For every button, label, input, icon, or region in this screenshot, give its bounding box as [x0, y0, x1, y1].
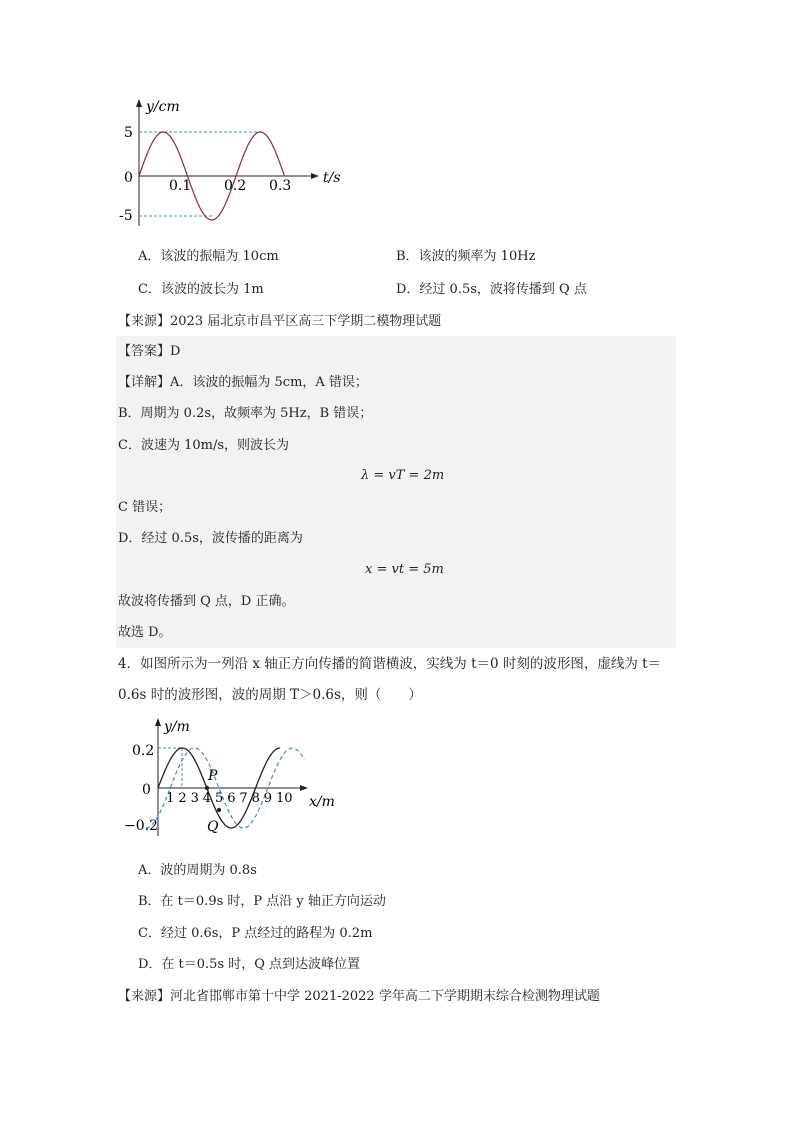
x-tick-2: 2	[178, 791, 187, 806]
x-axis-arrow	[300, 785, 308, 791]
q3-option-c[interactable]: C．该波的波长为 1m	[138, 282, 264, 297]
x-axis-label: t/s	[323, 170, 341, 186]
q4-option-c[interactable]: C．经过 0.6s，P 点经过的路程为 0.2m	[138, 926, 373, 941]
y-axis-arrow	[136, 99, 142, 107]
tick-y-0: 0	[142, 782, 151, 798]
x-axis-label: x/m	[309, 794, 335, 810]
tick-y-5: 5	[124, 125, 133, 141]
x-tick-10: 10	[276, 791, 293, 806]
q3-detail-line-6: 故波将传播到 Q 点，D 正确。	[118, 594, 295, 609]
q3-equation-2: x = vt = 5m	[365, 562, 444, 577]
y-axis-label: y/m	[164, 719, 190, 735]
x-tick-3: 3	[190, 791, 199, 806]
point-q	[217, 808, 221, 812]
tick-x-01: 0.1	[169, 178, 192, 194]
y-axis-label: y/cm	[146, 99, 180, 115]
point-q-label: Q	[207, 819, 219, 835]
x-tick-8: 8	[251, 791, 260, 806]
y-axis-arrow	[155, 718, 161, 726]
q3-option-a[interactable]: A．该波的振幅为 10cm	[138, 249, 279, 264]
x-tick-1: 1	[166, 791, 175, 806]
q3-option-b[interactable]: B．该波的频率为 10Hz	[396, 249, 536, 264]
q4-stem-line-1: 4．如图所示为一列沿 x 轴正方向传播的简谐横波，实线为 t＝0 时刻的波形图，虚线为 t＝	[118, 656, 662, 672]
q3-detail-line-3: C．波速为 10m/s，则波长为	[118, 438, 289, 453]
x-tick-6: 6	[227, 791, 236, 806]
tick-y-02: 0.2	[132, 743, 155, 759]
tick-y-neg5: -5	[119, 208, 133, 224]
x-tick-labels	[166, 791, 292, 806]
q4-option-d[interactable]: D．在 t＝0.5s 时，Q 点到达波峰位置	[138, 957, 361, 972]
q3-equation-1: λ = vT = 2m	[361, 468, 445, 483]
point-p-label: P	[208, 768, 218, 784]
q4-stem-line-2: 0.6s 时的波形图，波的周期 T＞0.6s，则（ ）	[118, 687, 422, 703]
q4-source: 【来源】河北省邯郸市第十中学 2021-2022 学年高二下学期期末综合检测物理试题	[118, 989, 600, 1004]
wave-graph-1	[112, 96, 352, 236]
q3-answer: 【答案】D	[118, 344, 181, 359]
q3-source: 【来源】2023 届北京市昌平区高三下学期二模物理试题	[118, 314, 442, 329]
tick-y-0: 0	[124, 170, 133, 186]
wave-graph-2	[112, 714, 342, 844]
tick-x-02: 0.2	[224, 178, 247, 194]
q3-detail-line-7: 故选 D。	[118, 625, 172, 640]
q3-detail-line-2: B．周期为 0.2s，故频率为 5Hz，B 错误；	[118, 406, 373, 421]
q4-option-b[interactable]: B．在 t＝0.9s 时，P 点沿 y 轴正方向运动	[138, 894, 386, 909]
x-axis-arrow	[311, 173, 319, 179]
q4-option-a[interactable]: A．波的周期为 0.8s	[138, 863, 257, 878]
q3-detail-line-1: 【详解】A．该波的振幅为 5cm，A 错误；	[118, 375, 368, 390]
x-tick-5: 5	[215, 791, 224, 806]
x-tick-7: 7	[239, 791, 248, 806]
x-tick-9: 9	[263, 791, 273, 806]
x-tick-4: 4	[202, 791, 212, 806]
point-p	[205, 786, 209, 790]
tick-y-neg02: −0.2	[124, 818, 158, 834]
tick-x-03: 0.3	[269, 178, 292, 194]
q3-detail-line-4: C 错误；	[118, 500, 172, 515]
q3-option-d[interactable]: D．经过 0.5s，波将传播到 Q 点	[396, 282, 587, 297]
q3-detail-line-5: D．经过 0.5s，波传播的距离为	[118, 531, 303, 546]
